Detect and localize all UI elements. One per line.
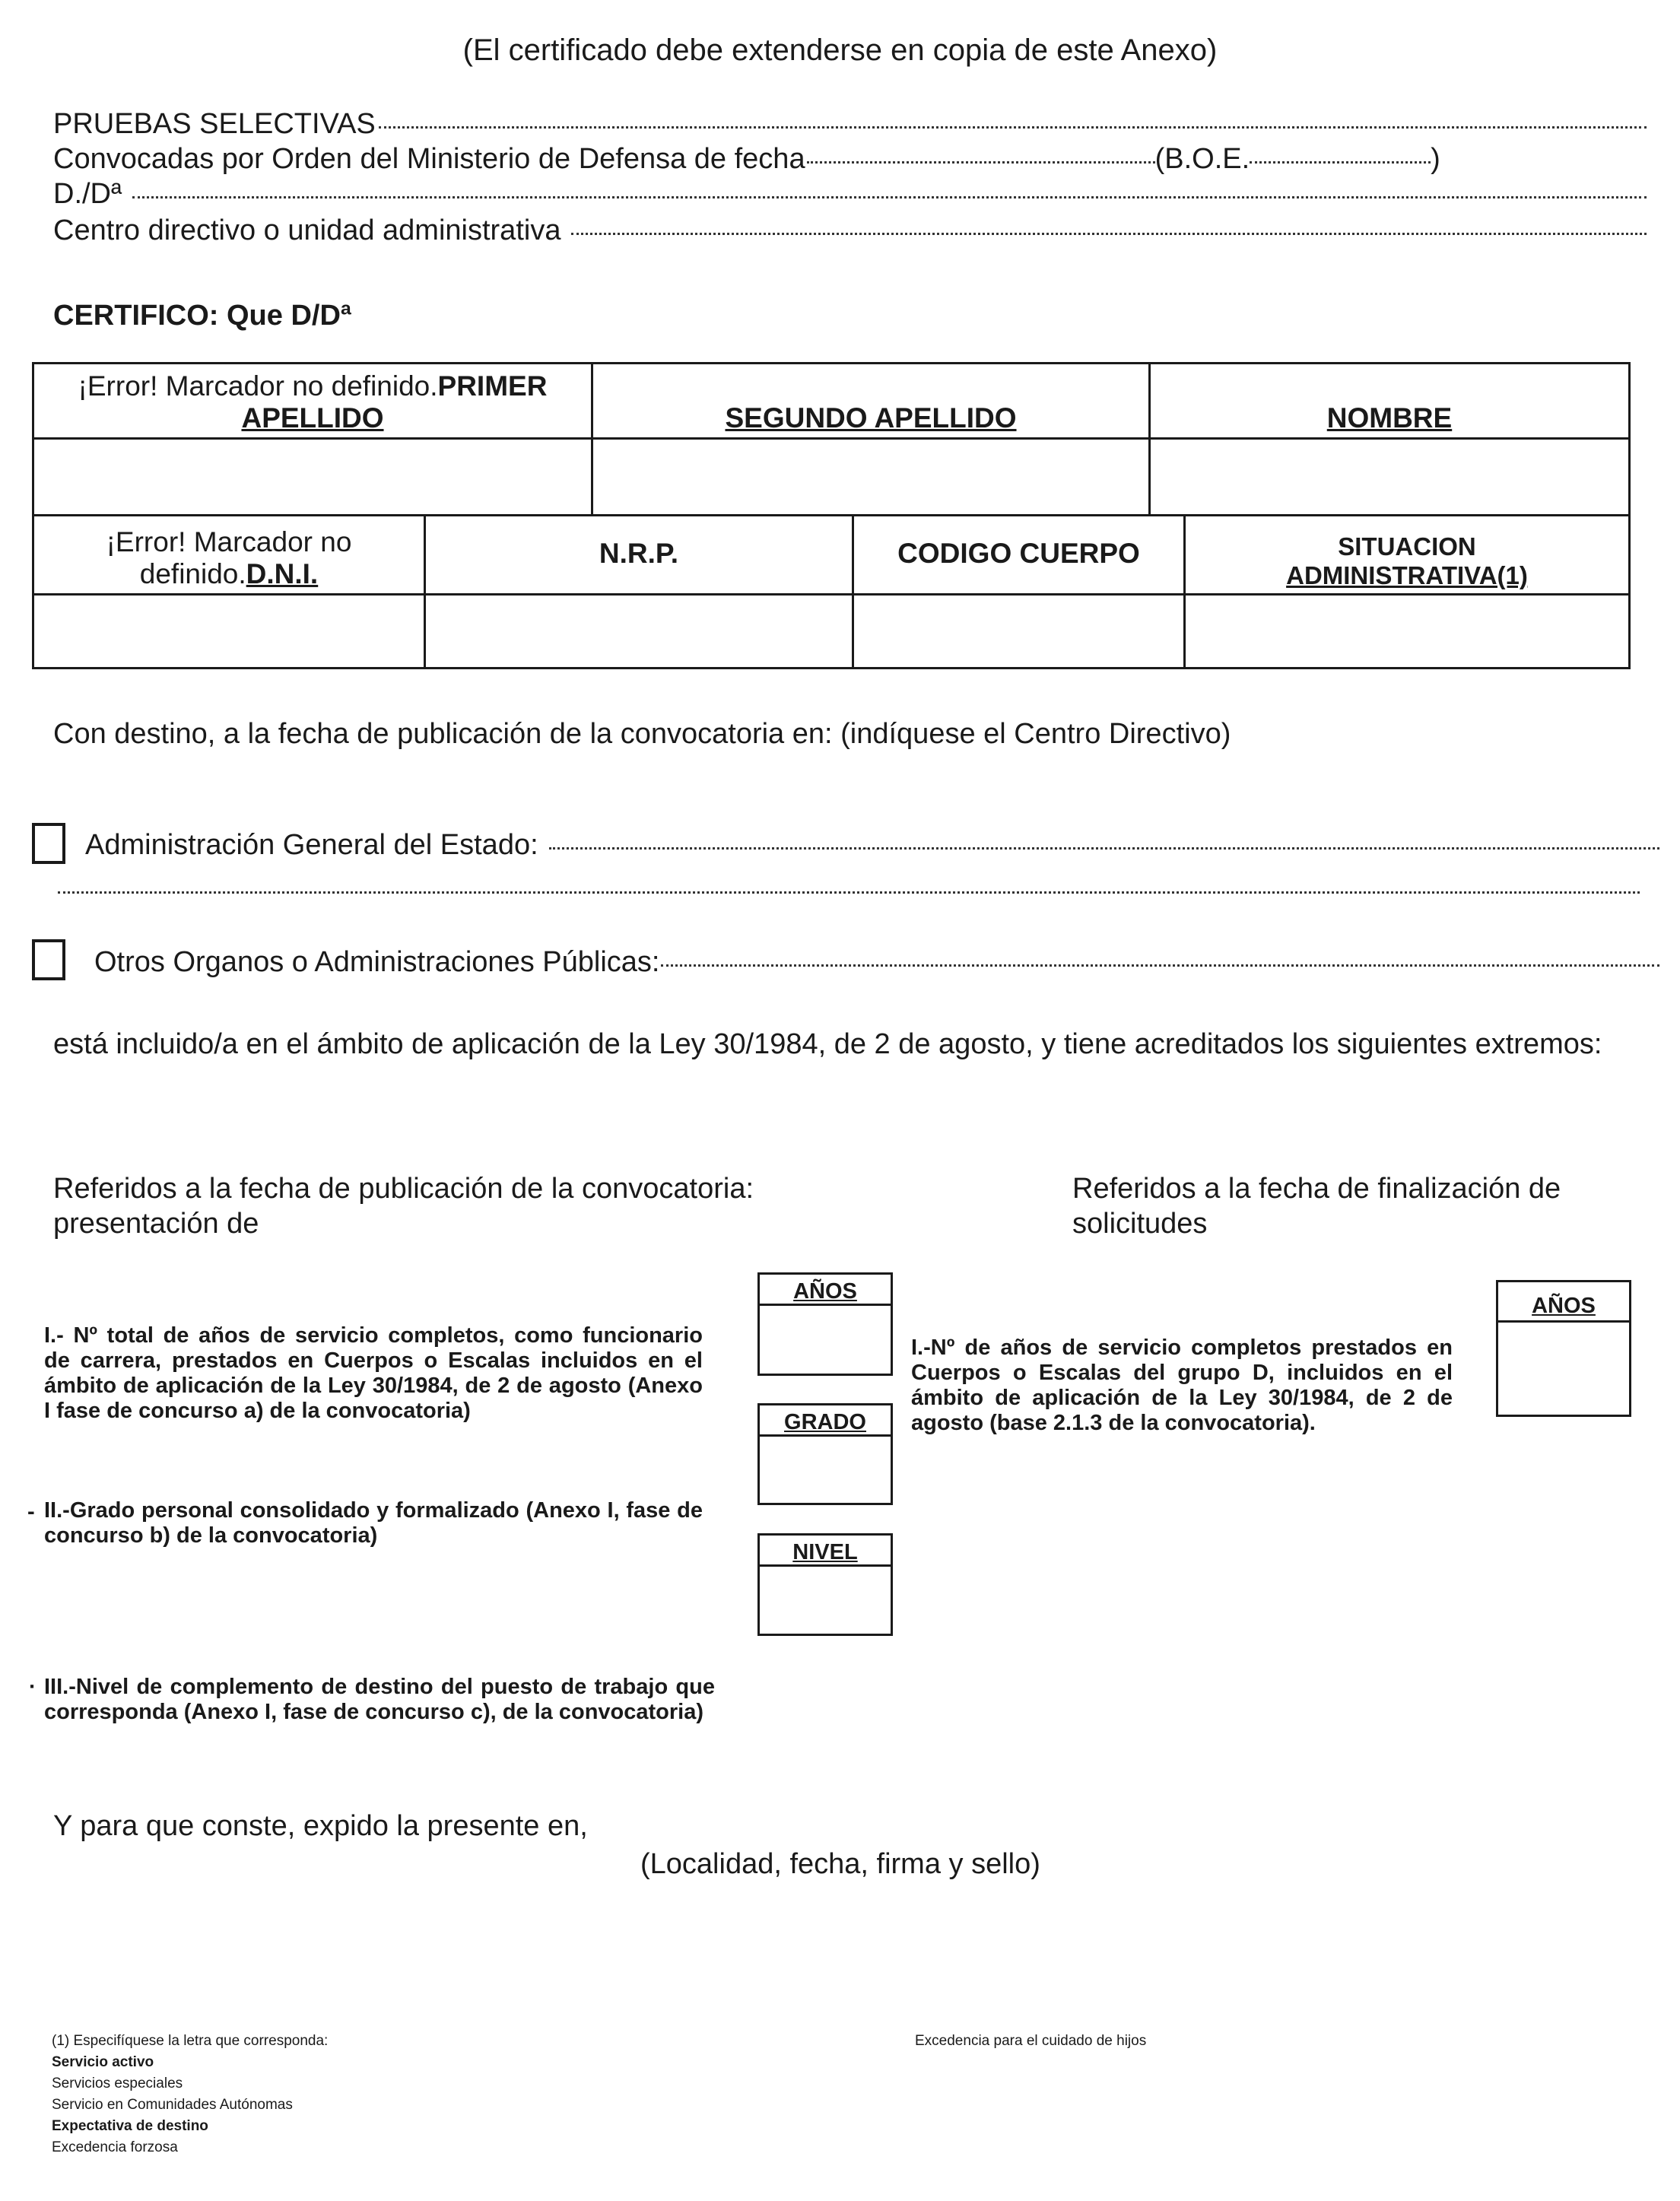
- segundo-apellido-label: SEGUNDO APELLIDO: [725, 402, 1017, 434]
- personal-data-table: [32, 362, 1631, 669]
- fecha-fill-line[interactable]: [807, 161, 1155, 164]
- centro-directivo-label: Centro directivo o unidad administrativa: [53, 214, 561, 246]
- nombre-input[interactable]: [1151, 440, 1628, 516]
- otros-organos-label: Otros Organos o Administraciones Públicas:: [94, 946, 660, 978]
- signature-hint: (Localidad, fecha, firma y sello): [640, 1848, 1040, 1880]
- nrp-label: N.R.P.: [599, 537, 679, 569]
- footnote-title: (1) Especifíquese la letra que corresponda:: [52, 2033, 329, 2049]
- error-bookmark-text-dni-2: definido.: [139, 558, 246, 589]
- checkbox-administracion-general[interactable]: [32, 823, 65, 864]
- dd-field[interactable]: [53, 176, 1647, 211]
- administracion-general-fill-line-2[interactable]: [58, 891, 1640, 894]
- table-row-ids: [34, 596, 1628, 667]
- closing-text: Y para que conste, expido la presente en,: [53, 1810, 588, 1842]
- item-grado-text: II.-Grado personal consolidado y formalizado (Anexo I, fase de concurso b) de la convocatoria): [44, 1498, 703, 1548]
- header-nombre: [1151, 364, 1628, 440]
- otros-organos-field[interactable]: [94, 945, 1659, 980]
- nrp-input[interactable]: [426, 596, 854, 667]
- codigo-cuerpo-label: CODIGO CUERPO: [897, 537, 1140, 569]
- checkbox-otros-organos[interactable]: [32, 939, 65, 980]
- pruebas-selectivas-fill-line[interactable]: [379, 126, 1647, 129]
- anos-grupo-d-box-label: AÑOS: [1498, 1282, 1629, 1323]
- dni-input[interactable]: [34, 596, 426, 667]
- header-dni: [34, 516, 426, 596]
- pruebas-selectivas-field[interactable]: [53, 106, 1647, 141]
- administracion-general-label: Administración General del Estado:: [85, 829, 538, 861]
- header-codigo-cuerpo: [854, 516, 1186, 596]
- item-anos-grupo-d-text: I.-Nº de años de servicio completos prestados en Cuerpos o Escalas del grupo D, incluidos en el ámbito de aplicación de la Ley 30/1984, de 2 de agosto (base 2.1.3 de la convocatoria).: [911, 1336, 1453, 1435]
- anos-box-label: AÑOS: [760, 1275, 891, 1306]
- dd-fill-line[interactable]: [132, 196, 1647, 199]
- header-segundo-apellido: [593, 364, 1151, 440]
- item-ii-dash: -: [27, 1500, 35, 1524]
- administracion-general-fill-line[interactable]: [549, 847, 1659, 850]
- table-row-names: [34, 440, 1628, 516]
- grado-box[interactable]: [757, 1403, 893, 1505]
- certifico-heading: CERTIFICO: Que D/Dª: [53, 300, 351, 332]
- convocadas-field[interactable]: [53, 141, 1647, 176]
- error-bookmark-text-dni-1: ¡Error! Marcador no: [106, 526, 352, 557]
- footnote-option: Excedencia forzosa: [52, 2139, 178, 2155]
- nivel-box-label: NIVEL: [760, 1536, 891, 1567]
- left-column-heading-1: Referidos a la fecha de publicación de la convocatoria:: [53, 1173, 754, 1205]
- dd-label: D./Dª: [53, 178, 122, 210]
- segundo-apellido-input[interactable]: [593, 440, 1151, 516]
- item-iii-dash: ·: [29, 1675, 37, 1699]
- centro-directivo-fill-line[interactable]: [571, 233, 1647, 235]
- administrativa-label: ADMINISTRATIVA(1): [1286, 561, 1528, 589]
- item-nivel-text: III.-Nivel de complemento de destino del puesto de trabajo que corresponda (Anexo I, fase de concurso c), de la convocatoria): [44, 1675, 715, 1724]
- nivel-box[interactable]: [757, 1533, 893, 1636]
- administracion-general-field[interactable]: [85, 827, 1659, 862]
- left-column-heading-2: presentación de: [53, 1208, 259, 1240]
- boe-fill-line[interactable]: [1250, 161, 1431, 164]
- footnote-option-right: Excedencia para el cuidado de hijos: [915, 2033, 1147, 2049]
- right-column-heading-1: Referidos a la fecha de finalización de: [1072, 1173, 1561, 1205]
- footnote-option: Servicio activo: [52, 2054, 154, 2070]
- situacion-label: SITUACION: [1338, 532, 1476, 561]
- primer-label-part: PRIMER: [437, 370, 548, 402]
- header-primer-apellido: [34, 364, 593, 440]
- codigo-cuerpo-input[interactable]: [854, 596, 1186, 667]
- footnote-option: Servicios especiales: [52, 2076, 183, 2091]
- grado-box-label: GRADO: [760, 1405, 891, 1437]
- item-anos-servicio-text: I.- Nº total de años de servicio completos, como funcionario de carrera, prestados en Cuerpos o Escalas incluidos en el ámbito de aplicación de la Ley 30/1984, de 2 de agosto (Anexo I fase de concurso a) de la convocatoria): [44, 1323, 703, 1423]
- error-bookmark-text: ¡Error! Marcador no definido.: [78, 370, 438, 402]
- anos-grupo-d-box[interactable]: [1496, 1280, 1631, 1417]
- anos-box[interactable]: [757, 1272, 893, 1376]
- situacion-administrativa-input[interactable]: [1186, 596, 1628, 667]
- centro-directivo-field[interactable]: [53, 213, 1647, 248]
- table-header-row-names: [34, 364, 1628, 440]
- convocadas-label: Convocadas por Orden del Ministerio de Defensa de fecha: [53, 143, 805, 175]
- instruction-note: (El certificado debe extenderse en copia de este Anexo): [462, 33, 1218, 67]
- right-column-heading-2: solicitudes: [1072, 1208, 1208, 1240]
- footnote-option: Servicio en Comunidades Autónomas: [52, 2097, 293, 2113]
- dni-label: D.N.I.: [246, 558, 319, 589]
- primer-apellido-label: APELLIDO: [241, 402, 384, 434]
- nombre-label: NOMBRE: [1326, 402, 1453, 434]
- table-header-row-ids: [34, 516, 1628, 596]
- otros-organos-fill-line[interactable]: [661, 964, 1659, 967]
- boe-close: ): [1431, 143, 1440, 175]
- destino-intro: Con destino, a la fecha de publicación de la convocatoria en: (indíquese el Centro Directivo): [53, 718, 1231, 750]
- header-situacion-administrativa: [1186, 516, 1628, 596]
- ambito-aplicacion-text: está incluido/a en el ámbito de aplicación de la Ley 30/1984, de 2 de agosto, y tiene acreditados los siguientes extremos:: [53, 1028, 1602, 1060]
- footnote-option: Expectativa de destino: [52, 2118, 208, 2134]
- header-nrp: [426, 516, 854, 596]
- pruebas-selectivas-label: PRUEBAS SELECTIVAS: [53, 108, 376, 140]
- boe-label: (B.O.E.: [1154, 143, 1250, 175]
- primer-apellido-input[interactable]: [34, 440, 593, 516]
